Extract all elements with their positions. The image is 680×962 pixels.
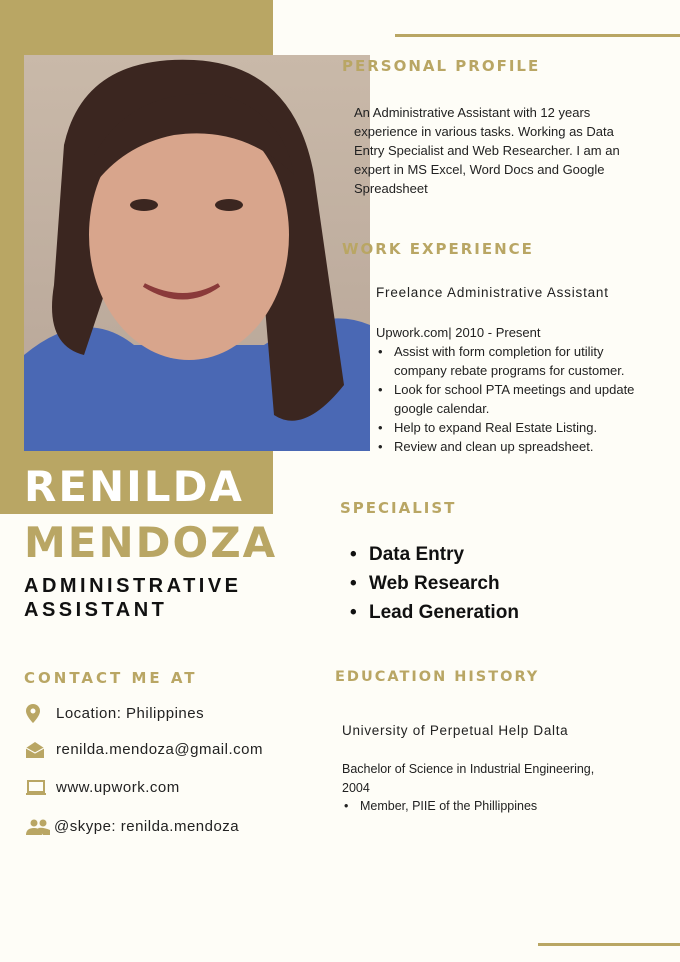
skype-text: @skype: renilda.mendoza — [54, 818, 240, 835]
list-item: • Web Research — [348, 569, 519, 598]
work-company: Upwork.com| 2010 - Present — [376, 325, 541, 340]
list-item: • Review and clean up spreadsheet. — [376, 437, 656, 456]
last-name: MENDOZA — [24, 518, 278, 567]
list-item: • Data Entry — [348, 540, 519, 569]
education-degree: Bachelor of Science in Industrial Engineering, 2004 — [342, 762, 595, 795]
list-item: • Look for school PTA meetings and update google calendar. — [376, 380, 656, 418]
job-title: ADMINISTRATIVE ASSISTANT — [24, 575, 242, 621]
education-school: University of Perpetual Help Dalta — [342, 723, 569, 738]
work-bullets — [376, 342, 656, 456]
top-rule — [395, 34, 680, 37]
email-link[interactable]: renilda.mendoza@gmail.com — [56, 741, 263, 758]
bottom-rule — [538, 943, 680, 946]
first-name: RENILDA — [24, 462, 244, 511]
people-icon — [26, 819, 54, 835]
list-item: • Help to expand Real Estate Listing. — [376, 418, 656, 437]
work-heading: WORK EXPERIENCE — [342, 240, 534, 258]
list-item: • Member, PIIE of the Phillippines — [342, 797, 537, 816]
envelope-icon — [26, 742, 56, 758]
specialist-list — [348, 540, 519, 627]
profile-heading: PERSONAL PROFILE — [342, 57, 541, 75]
laptop-icon — [26, 780, 56, 796]
contact-website[interactable] — [26, 779, 180, 796]
website-link[interactable]: www.upwork.com — [56, 779, 180, 796]
specialist-heading: SPECIALIST — [340, 499, 457, 517]
contact-heading: CONTACT ME AT — [24, 669, 198, 687]
contact-skype — [26, 818, 239, 835]
list-item: • Lead Generation — [348, 598, 519, 627]
contact-email[interactable] — [26, 741, 263, 758]
location-pin-icon — [26, 704, 56, 723]
list-item: • Assist with form completion for utility company rebate programs for customer. — [376, 342, 656, 380]
work-role: Freelance Administrative Assistant — [376, 285, 609, 300]
contact-location — [26, 704, 204, 723]
education-heading: EDUCATION HISTORY — [335, 669, 540, 685]
profile-text: An Administrative Assistant with 12 years experience in various tasks. Working as Data Entry Specialist and Web Researcher. I am an expert in MS Excel, Word Docs and Google Spreadsheet — [354, 105, 620, 196]
education-bullets — [342, 797, 537, 816]
profile-photo — [24, 55, 370, 451]
location-text: Location: Philippines — [56, 705, 205, 722]
